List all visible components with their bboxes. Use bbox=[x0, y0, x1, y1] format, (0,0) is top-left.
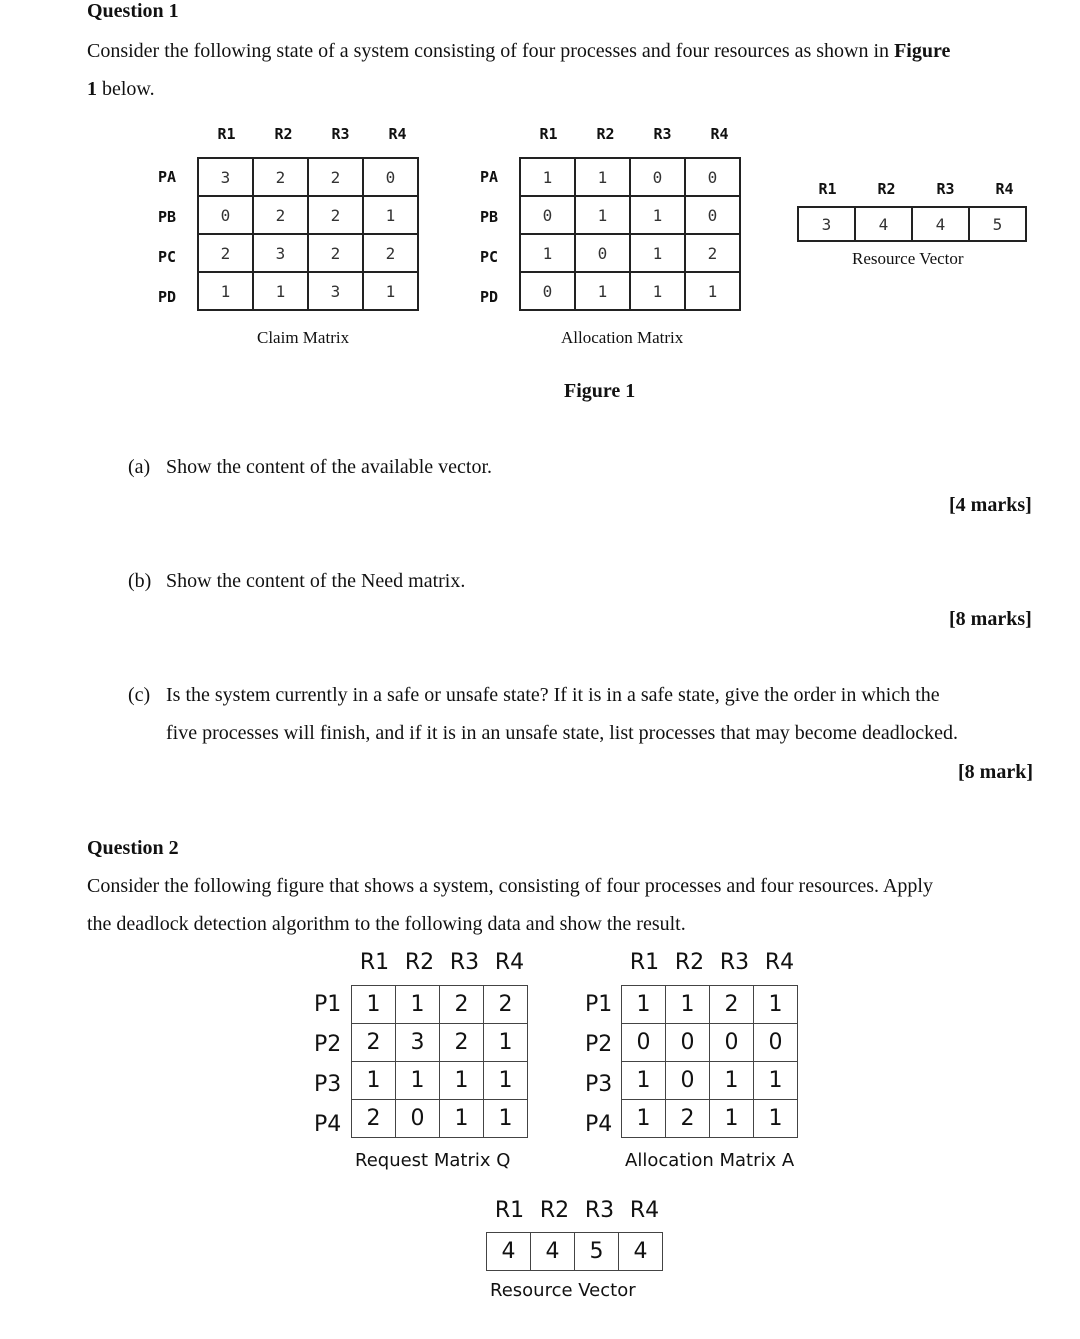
request-matrix-caption: Request Matrix Q bbox=[355, 1150, 511, 1171]
allocation-cell: 1 bbox=[575, 196, 630, 234]
claim-matrix-caption: Claim Matrix bbox=[257, 328, 350, 347]
allocation-cell: 1 bbox=[685, 272, 740, 310]
part-c-text-line2: five processes will finish, and if it is in an unsafe state, list processes that may become deadlocked. bbox=[166, 722, 959, 744]
figure-caption: Figure 1 bbox=[564, 380, 636, 402]
intro-figure-ref: Figure bbox=[894, 40, 951, 62]
request-cell: 2 bbox=[484, 986, 528, 1024]
claim-matrix-header bbox=[198, 125, 426, 143]
allocation-cell: 1 bbox=[630, 272, 685, 310]
table-row bbox=[352, 1062, 528, 1100]
q2-resource-cell: 4 bbox=[487, 1233, 531, 1271]
resource-col-header: R3 bbox=[936, 180, 955, 198]
claim-col-header: R1 bbox=[217, 125, 236, 143]
allocation-cell: 0 bbox=[520, 272, 575, 310]
resource-col-header: R4 bbox=[995, 180, 1014, 198]
request-matrix bbox=[351, 985, 528, 1138]
request-row-labels bbox=[314, 985, 341, 1145]
request-cell: 1 bbox=[396, 1062, 440, 1100]
allocation-a-row-label: P3 bbox=[585, 1072, 613, 1097]
table-row bbox=[520, 272, 740, 310]
request-row-label: P1 bbox=[314, 992, 342, 1017]
claim-cell: 2 bbox=[363, 234, 418, 272]
request-row-label: P4 bbox=[314, 1112, 342, 1137]
q2-resource-col-header: R1 bbox=[494, 1198, 525, 1223]
allocation-a-cell: 0 bbox=[666, 1062, 710, 1100]
part-a-label: (a) bbox=[128, 456, 151, 478]
claim-row-labels bbox=[158, 157, 176, 317]
allocation-a-col-header: R2 bbox=[674, 950, 705, 975]
allocation-a-cell: 0 bbox=[622, 1024, 666, 1062]
allocation-cell: 2 bbox=[685, 234, 740, 272]
allocation-a-cell: 1 bbox=[710, 1062, 754, 1100]
request-cell: 1 bbox=[484, 1062, 528, 1100]
allocation-a-cell: 1 bbox=[754, 986, 798, 1024]
claim-col-header: R4 bbox=[388, 125, 407, 143]
table-row bbox=[487, 1233, 663, 1271]
q2-resource-col-header: R3 bbox=[584, 1198, 615, 1223]
claim-cell: 3 bbox=[253, 234, 308, 272]
request-col-header: R4 bbox=[494, 950, 525, 975]
allocation-a-cell: 0 bbox=[666, 1024, 710, 1062]
allocation-a-header bbox=[622, 950, 802, 975]
allocation-matrix-a bbox=[621, 985, 798, 1138]
intro-text-line2: below. bbox=[102, 78, 155, 100]
allocation-row-labels bbox=[480, 157, 498, 317]
claim-cell: 0 bbox=[198, 196, 253, 234]
intro-figure-number: 1 bbox=[87, 78, 97, 100]
request-row-label: P2 bbox=[314, 1032, 342, 1057]
allocation-a-row-label: P1 bbox=[585, 992, 613, 1017]
table-row bbox=[198, 196, 418, 234]
allocation-cell: 1 bbox=[575, 272, 630, 310]
claim-cell: 2 bbox=[253, 196, 308, 234]
allocation-row-label: PC bbox=[480, 248, 499, 266]
claim-matrix bbox=[197, 157, 419, 311]
allocation-cell: 1 bbox=[630, 196, 685, 234]
table-row bbox=[520, 196, 740, 234]
allocation-a-cell: 0 bbox=[754, 1024, 798, 1062]
part-a-marks: [4 marks] bbox=[949, 494, 1032, 516]
resource-vector-header bbox=[798, 180, 1034, 198]
allocation-col-header: R4 bbox=[710, 125, 729, 143]
part-c-label: (c) bbox=[128, 684, 151, 706]
request-col-header: R1 bbox=[359, 950, 390, 975]
allocation-matrix bbox=[519, 157, 741, 311]
question-1-intro bbox=[87, 32, 1047, 108]
claim-row-label: PC bbox=[158, 248, 177, 266]
claim-cell: 1 bbox=[253, 272, 308, 310]
allocation-matrix-a-caption: Allocation Matrix A bbox=[625, 1150, 795, 1171]
allocation-cell: 1 bbox=[575, 158, 630, 196]
resource-col-header: R2 bbox=[877, 180, 896, 198]
allocation-col-header: R2 bbox=[596, 125, 615, 143]
allocation-a-cell: 1 bbox=[754, 1100, 798, 1138]
allocation-matrix-caption: Allocation Matrix bbox=[561, 328, 684, 347]
request-cell: 2 bbox=[352, 1100, 396, 1138]
part-c-marks: [8 mark] bbox=[958, 761, 1033, 783]
part-c-text-line1: Is the system currently in a safe or unsafe state? If it is in a safe state, give the order in which the bbox=[166, 684, 940, 706]
request-matrix-header bbox=[352, 950, 532, 975]
resource-col-header: R1 bbox=[818, 180, 837, 198]
intro-text: Consider the following state of a system consisting of four processes and four resources as shown in bbox=[87, 40, 890, 62]
allocation-a-cell: 0 bbox=[710, 1024, 754, 1062]
claim-cell: 3 bbox=[198, 158, 253, 196]
allocation-a-cell: 1 bbox=[622, 986, 666, 1024]
request-col-header: R2 bbox=[404, 950, 435, 975]
resource-vector-caption: Resource Vector bbox=[852, 249, 964, 268]
allocation-a-cell: 2 bbox=[710, 986, 754, 1024]
q2-resource-col-header: R2 bbox=[539, 1198, 570, 1223]
claim-col-header: R2 bbox=[274, 125, 293, 143]
table-row bbox=[622, 1024, 798, 1062]
allocation-a-cell: 1 bbox=[622, 1062, 666, 1100]
part-b-marks: [8 marks] bbox=[949, 608, 1032, 630]
resource-vector bbox=[797, 206, 1027, 242]
allocation-col-header: R3 bbox=[653, 125, 672, 143]
resource-cell: 5 bbox=[969, 207, 1026, 241]
resource-cell: 4 bbox=[855, 207, 912, 241]
claim-cell: 2 bbox=[308, 196, 363, 234]
part-b-text: Show the content of the Need matrix. bbox=[166, 570, 466, 592]
allocation-cell: 0 bbox=[520, 196, 575, 234]
request-cell: 1 bbox=[396, 986, 440, 1024]
q2-resource-vector bbox=[486, 1232, 663, 1271]
request-cell: 1 bbox=[440, 1062, 484, 1100]
table-row bbox=[520, 234, 740, 272]
table-row bbox=[622, 986, 798, 1024]
allocation-a-cell: 2 bbox=[666, 1100, 710, 1138]
allocation-cell: 1 bbox=[520, 234, 575, 272]
table-row bbox=[798, 207, 1026, 241]
allocation-row-label: PA bbox=[480, 168, 499, 186]
table-row bbox=[622, 1062, 798, 1100]
request-cell: 2 bbox=[440, 1024, 484, 1062]
claim-cell: 3 bbox=[308, 272, 363, 310]
request-cell: 1 bbox=[352, 1062, 396, 1100]
allocation-a-col-header: R4 bbox=[764, 950, 795, 975]
allocation-col-header: R1 bbox=[539, 125, 558, 143]
allocation-a-row-label: P4 bbox=[585, 1112, 613, 1137]
allocation-a-cell: 1 bbox=[622, 1100, 666, 1138]
q2-resource-cell: 5 bbox=[575, 1233, 619, 1271]
request-cell: 3 bbox=[396, 1024, 440, 1062]
request-cell: 0 bbox=[396, 1100, 440, 1138]
resource-cell: 3 bbox=[798, 207, 855, 241]
allocation-cell: 0 bbox=[575, 234, 630, 272]
q2-resource-vector-caption: Resource Vector bbox=[490, 1280, 636, 1301]
q2-resource-cell: 4 bbox=[619, 1233, 663, 1271]
table-row bbox=[520, 158, 740, 196]
claim-cell: 2 bbox=[253, 158, 308, 196]
claim-cell: 1 bbox=[363, 196, 418, 234]
request-cell: 2 bbox=[440, 986, 484, 1024]
claim-cell: 1 bbox=[198, 272, 253, 310]
allocation-a-col-header: R3 bbox=[719, 950, 750, 975]
allocation-cell: 0 bbox=[685, 196, 740, 234]
allocation-a-cell: 1 bbox=[754, 1062, 798, 1100]
question-2-intro-line2: the deadlock detection algorithm to the following data and show the result. bbox=[87, 913, 686, 935]
question-2-title: Question 2 bbox=[87, 837, 179, 859]
request-cell: 1 bbox=[484, 1100, 528, 1138]
allocation-a-cell: 1 bbox=[710, 1100, 754, 1138]
question-2-intro-line1: Consider the following figure that shows a system, consisting of four processes and four resources. Apply bbox=[87, 875, 933, 897]
claim-col-header: R3 bbox=[331, 125, 350, 143]
allocation-row-label: PB bbox=[480, 208, 499, 226]
part-a-text: Show the content of the available vector. bbox=[166, 456, 493, 478]
claim-cell: 2 bbox=[308, 158, 363, 196]
request-cell: 1 bbox=[440, 1100, 484, 1138]
table-row bbox=[198, 158, 418, 196]
allocation-a-row-labels bbox=[585, 985, 612, 1145]
allocation-cell: 0 bbox=[685, 158, 740, 196]
table-row bbox=[198, 234, 418, 272]
allocation-a-col-header: R1 bbox=[629, 950, 660, 975]
table-row bbox=[352, 1100, 528, 1138]
table-row bbox=[198, 272, 418, 310]
allocation-row-label: PD bbox=[480, 288, 499, 306]
claim-cell: 1 bbox=[363, 272, 418, 310]
request-cell: 1 bbox=[484, 1024, 528, 1062]
claim-cell: 2 bbox=[308, 234, 363, 272]
q2-resource-cell: 4 bbox=[531, 1233, 575, 1271]
part-b-label: (b) bbox=[128, 570, 152, 592]
resource-cell: 4 bbox=[912, 207, 969, 241]
question-1-title: Question 1 bbox=[87, 0, 179, 22]
request-cell: 1 bbox=[352, 986, 396, 1024]
allocation-a-row-label: P2 bbox=[585, 1032, 613, 1057]
table-row bbox=[622, 1100, 798, 1138]
allocation-cell: 0 bbox=[630, 158, 685, 196]
q2-resource-col-header: R4 bbox=[629, 1198, 660, 1223]
request-row-label: P3 bbox=[314, 1072, 342, 1097]
table-row bbox=[352, 1024, 528, 1062]
request-col-header: R3 bbox=[449, 950, 480, 975]
q2-resource-vector-header bbox=[487, 1198, 667, 1223]
allocation-a-cell: 1 bbox=[666, 986, 710, 1024]
claim-row-label: PA bbox=[158, 168, 177, 186]
table-row bbox=[352, 986, 528, 1024]
claim-row-label: PD bbox=[158, 288, 177, 306]
claim-cell: 0 bbox=[363, 158, 418, 196]
claim-cell: 2 bbox=[198, 234, 253, 272]
allocation-matrix-header bbox=[520, 125, 748, 143]
allocation-cell: 1 bbox=[520, 158, 575, 196]
claim-row-label: PB bbox=[158, 208, 177, 226]
allocation-cell: 1 bbox=[630, 234, 685, 272]
request-cell: 2 bbox=[352, 1024, 396, 1062]
